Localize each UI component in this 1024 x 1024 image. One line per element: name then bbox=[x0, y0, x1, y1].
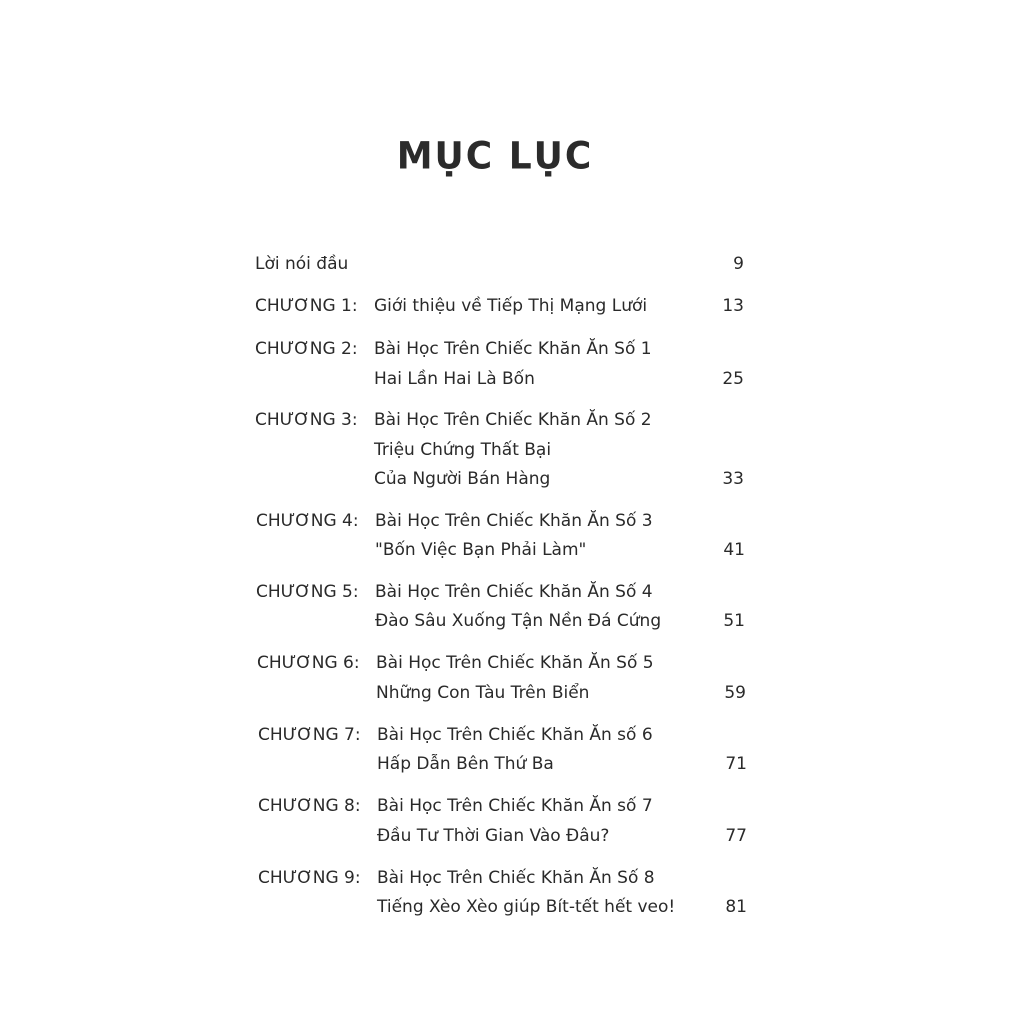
toc-chapter-label: CHƯƠNG 1: bbox=[255, 296, 358, 316]
toc-chapter-label: CHƯƠNG 2: bbox=[255, 339, 358, 359]
toc-entry-title-line: Đầu Tư Thời Gian Vào Đâu? bbox=[377, 826, 610, 846]
toc-entry-title-line: Bài Học Trên Chiếc Khăn Ăn Số 1 bbox=[374, 339, 652, 359]
toc-entry-title-line: Giới thiệu về Tiếp Thị Mạng Lưới bbox=[374, 296, 648, 316]
toc-entry-title-line: Tiếng Xèo Xèo giúp Bít-tết hết veo! bbox=[377, 897, 676, 917]
toc-entry-title-line: Đào Sâu Xuống Tận Nền Đá Cứng bbox=[375, 611, 662, 631]
toc-entry-title-line: Hai Lần Hai Là Bốn bbox=[374, 369, 535, 389]
toc-chapter-label: CHƯƠNG 7: bbox=[258, 725, 361, 745]
toc-entry-title-line: Bài Học Trên Chiếc Khăn Ăn số 6 bbox=[377, 725, 653, 745]
toc-page-number: 81 bbox=[725, 897, 747, 917]
toc-page-number: 51 bbox=[723, 611, 745, 631]
toc-page-number: 9 bbox=[733, 254, 744, 274]
toc-chapter-label: CHƯƠNG 6: bbox=[257, 653, 360, 673]
toc-entry-title-line: Những Con Tàu Trên Biển bbox=[376, 683, 590, 703]
toc-entry-title-line: Bài Học Trên Chiếc Khăn Ăn Số 5 bbox=[376, 653, 654, 673]
toc-entry-title-line: Hấp Dẫn Bên Thứ Ba bbox=[377, 754, 554, 774]
toc-entry-title-line: "Bốn Việc Bạn Phải Làm" bbox=[375, 540, 587, 560]
toc-page-number: 13 bbox=[722, 296, 744, 316]
toc-entry-title-line: Bài Học Trên Chiếc Khăn Ăn Số 4 bbox=[375, 582, 653, 602]
page-title: MỤC LỤC bbox=[396, 134, 594, 179]
toc-entry-title-line: Triệu Chứng Thất Bại bbox=[374, 440, 552, 460]
toc-page-number: 71 bbox=[725, 754, 747, 774]
toc-entry-title-line: Bài Học Trên Chiếc Khăn Ăn Số 8 bbox=[377, 868, 655, 888]
toc-page-number: 33 bbox=[722, 469, 744, 489]
toc-chapter-label: CHƯƠNG 3: bbox=[255, 410, 358, 430]
toc-chapter-label: CHƯƠNG 4: bbox=[256, 511, 359, 531]
toc-page-number: 41 bbox=[723, 540, 745, 560]
toc-entry-title-line: Của Người Bán Hàng bbox=[374, 469, 551, 489]
toc-chapter-label: CHƯƠNG 5: bbox=[256, 582, 359, 602]
toc-preface-label: Lời nói đầu bbox=[255, 254, 349, 274]
toc-entry-title-line: Bài Học Trên Chiếc Khăn Ăn số 7 bbox=[377, 796, 653, 816]
toc-chapter-label: CHƯƠNG 8: bbox=[258, 796, 361, 816]
toc-entry-title-line: Bài Học Trên Chiếc Khăn Ăn Số 3 bbox=[375, 511, 653, 531]
toc-page-number: 59 bbox=[724, 683, 746, 703]
toc-entry-title-line: Bài Học Trên Chiếc Khăn Ăn Số 2 bbox=[374, 410, 652, 430]
toc-page-number: 25 bbox=[722, 369, 744, 389]
toc-chapter-label: CHƯƠNG 9: bbox=[258, 868, 361, 888]
toc-page-number: 77 bbox=[725, 826, 747, 846]
